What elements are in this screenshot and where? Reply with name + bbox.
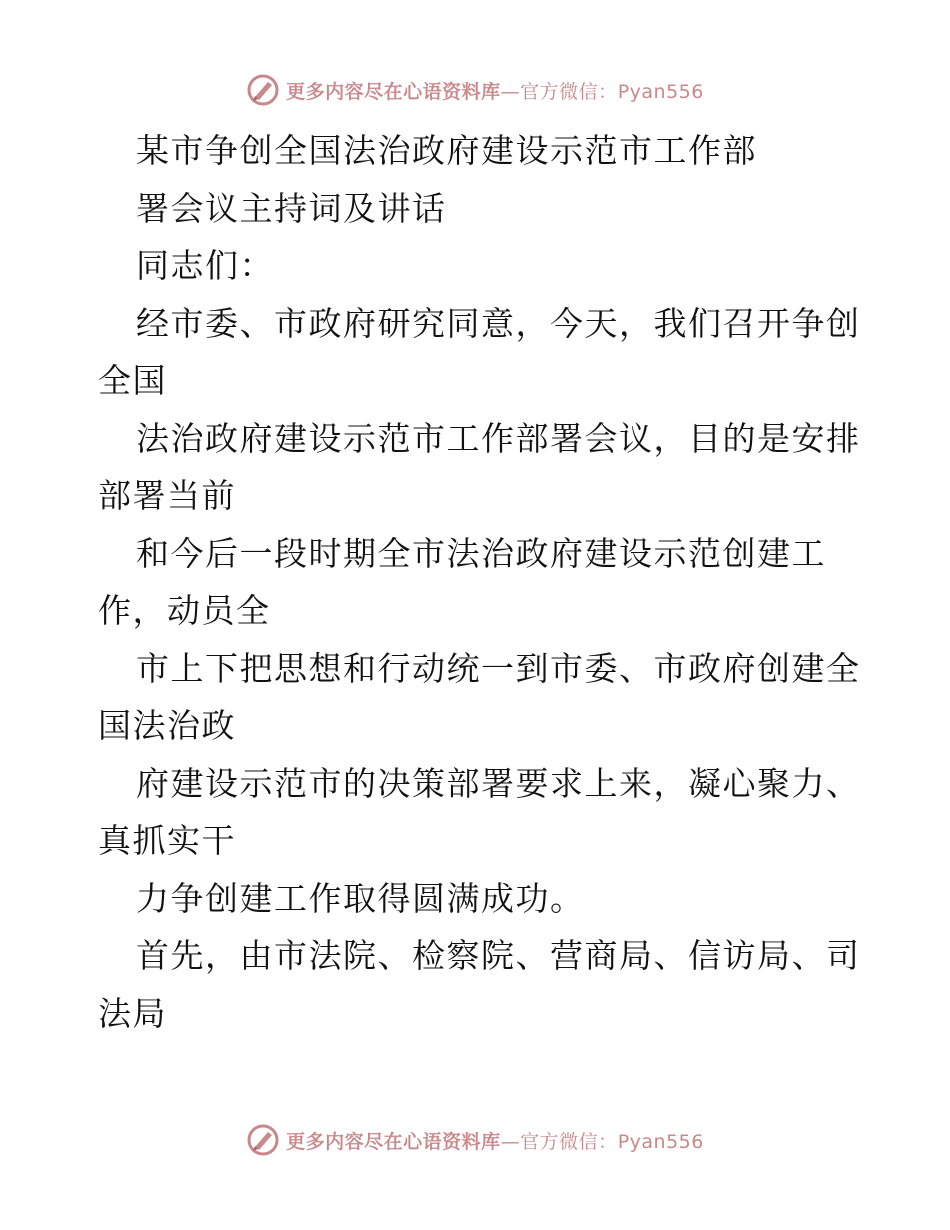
- text-line: 府建设示范市的决策部署要求上来，凝心聚力、: [136, 763, 861, 803]
- watermark-text: [286, 1127, 704, 1154]
- watermark-lead: 更多内容尽在心语资料库: [286, 1130, 501, 1153]
- text-line: 署会议主持词及讲话: [136, 188, 447, 228]
- text-line: 作，动员全: [98, 591, 271, 630]
- text-line: 和今后一段时期全市法治政府建设示范创建工: [136, 533, 826, 573]
- watermark-account: Pyan556: [617, 80, 704, 103]
- text-line: 真抓实干: [98, 821, 236, 860]
- text-line: 法局: [98, 993, 167, 1033]
- text-line: 同志们：: [136, 246, 274, 285]
- text-line: 全国: [98, 361, 167, 400]
- text-line: 国法治政: [98, 706, 236, 745]
- text-line: 某市争创全国法治政府建设示范市工作部: [136, 131, 757, 170]
- watermark-account: Pyan556: [617, 1130, 704, 1153]
- watermark-official: 官方微信：: [520, 1130, 618, 1153]
- watermark-dash: —: [500, 80, 521, 103]
- text-line: 市上下把思想和行动统一到市委、市政府创建全: [136, 648, 861, 688]
- watermark-dash: —: [500, 1130, 521, 1153]
- watermark-official: 官方微信：: [520, 80, 618, 103]
- watermark-lead: 更多内容尽在心语资料库: [286, 80, 501, 103]
- text-line: 力争创建工作取得圆满成功。: [136, 878, 585, 918]
- watermark-footer: [0, 1120, 950, 1160]
- text-line: 部署当前: [98, 476, 236, 515]
- watermark-header: [0, 70, 950, 110]
- text-line: 首先，由市法院、检察院、营商局、信访局、司: [136, 936, 861, 975]
- watermark-text: [286, 77, 704, 104]
- text-line: 经市委、市政府研究同意，今天，我们召开争创: [136, 303, 861, 343]
- text-line: 法治政府建设示范市工作部署会议，目的是安排: [136, 418, 861, 458]
- pen-logo-icon: [246, 73, 280, 107]
- pen-logo-icon: [246, 1123, 280, 1157]
- document-body: [98, 122, 861, 1042]
